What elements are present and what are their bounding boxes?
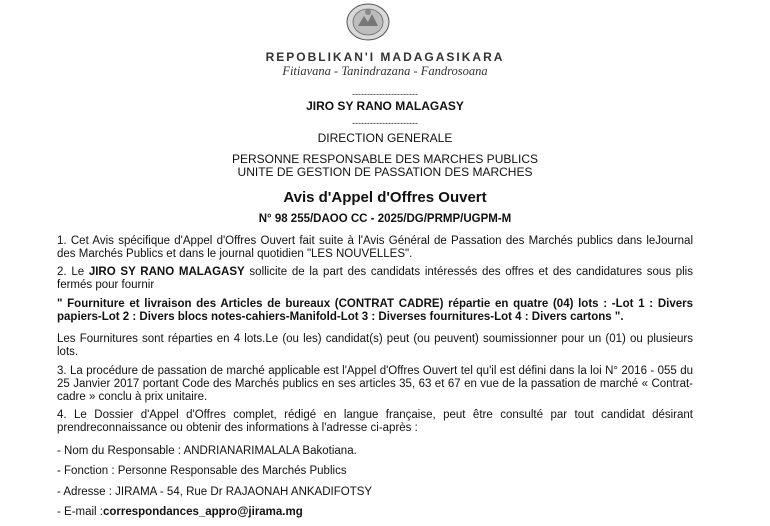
contact-name: - Nom du Responsable : ANDRIANARIMALALA Bakotiana. bbox=[57, 445, 357, 457]
separator-top: ---------------------- bbox=[352, 89, 418, 99]
state-seal-icon bbox=[344, 2, 392, 42]
contact-email-label: - E-mail : bbox=[57, 506, 103, 518]
paragraph-1: 1. Cet Avis spécifique d'Appel d'Offres Ouvert fait suite à l'Avis Général de Passation des Marchés publics dans leJournal des Marchés Publics et dans le journal quotidien "LES NOUVELLES". bbox=[57, 235, 693, 260]
contact-email-line bbox=[57, 506, 693, 519]
direction-label: DIRECTION GENERALE bbox=[317, 131, 453, 145]
republic-name: REPOBLIKAN'I MADAGASIKARA bbox=[265, 50, 505, 64]
tender-dossier-paragraph: 4. Le Dossier d'Appel d'Offres complet, rédigé en langue française, peut être consulté par tout candidat désirant prendreconnaissance ou obtenir des informations à l'adresse ci-après : bbox=[57, 409, 693, 434]
notice-title: Avis d'Appel d'Offres Ouvert bbox=[283, 189, 487, 206]
contact-function: - Fonction : Personne Responsable des Marchés Publics bbox=[57, 465, 347, 477]
procedure-paragraph: 3. La procédure de passation de marché applicable est l'Appel d'Offres Ouvert tel qu'il est défini dans la loi N° 2016 - 055 du 25 Janvier 2017 portant Code des Marchés publics en ses articles 35, 63 et 67 en vue de la passation de marché « Contrat-cadre » conclu à prix unitaire. bbox=[57, 365, 693, 403]
prmp-line-1: PERSONNE RESPONSABLE DES MARCHES PUBLICS bbox=[231, 152, 539, 166]
separator-bottom: ---------------------- bbox=[352, 118, 418, 128]
supply-description: " Fourniture et livraison des Articles de bureaux (CONTRAT CADRE) répartie en quatre (04) lots : -Lot 1 : Divers papiers-Lot 2 : Divers blocs notes-cahiers-Manifold-Lot 3 : Diverses fournitures-Lot 4 : Divers cartons ". bbox=[57, 298, 693, 323]
prmp-line-2: UNITE DE GESTION DE PASSATION DES MARCHES bbox=[237, 165, 533, 179]
paragraph-2-suffix: sollicite de la part des candidats intéressés des offres et des candidatures sous plis fermés pour fournir bbox=[57, 266, 693, 291]
national-motto: Fitiavana - Tanindrazana - Fandrosoana bbox=[282, 64, 488, 78]
contact-email[interactable]: correspondances_appro@jirama.mg bbox=[103, 506, 303, 518]
prmp-block bbox=[0, 153, 770, 179]
notice-reference: N° 98 255/DAOO CC - 2025/DG/PRMP/UGPM-M bbox=[258, 213, 512, 225]
lots-paragraph: Les Fournitures sont réparties en 4 lots.Le (ou les) candidat(s) peut (ou peuvent) soumissionner pour un (01) ou plusieurs lots. bbox=[57, 333, 693, 358]
paragraph-2 bbox=[57, 266, 693, 292]
entity-name: JIRO SY RANO MALAGASY bbox=[306, 99, 464, 113]
paragraph-2-entity: JIRO SY RANO MALAGASY bbox=[88, 266, 245, 278]
paragraph-2-prefix: 2. Le bbox=[57, 266, 89, 278]
contact-address: - Adresse : JIRAMA - 54, Rue Dr RAJAONAH ANKADIFOTSY bbox=[57, 486, 373, 498]
